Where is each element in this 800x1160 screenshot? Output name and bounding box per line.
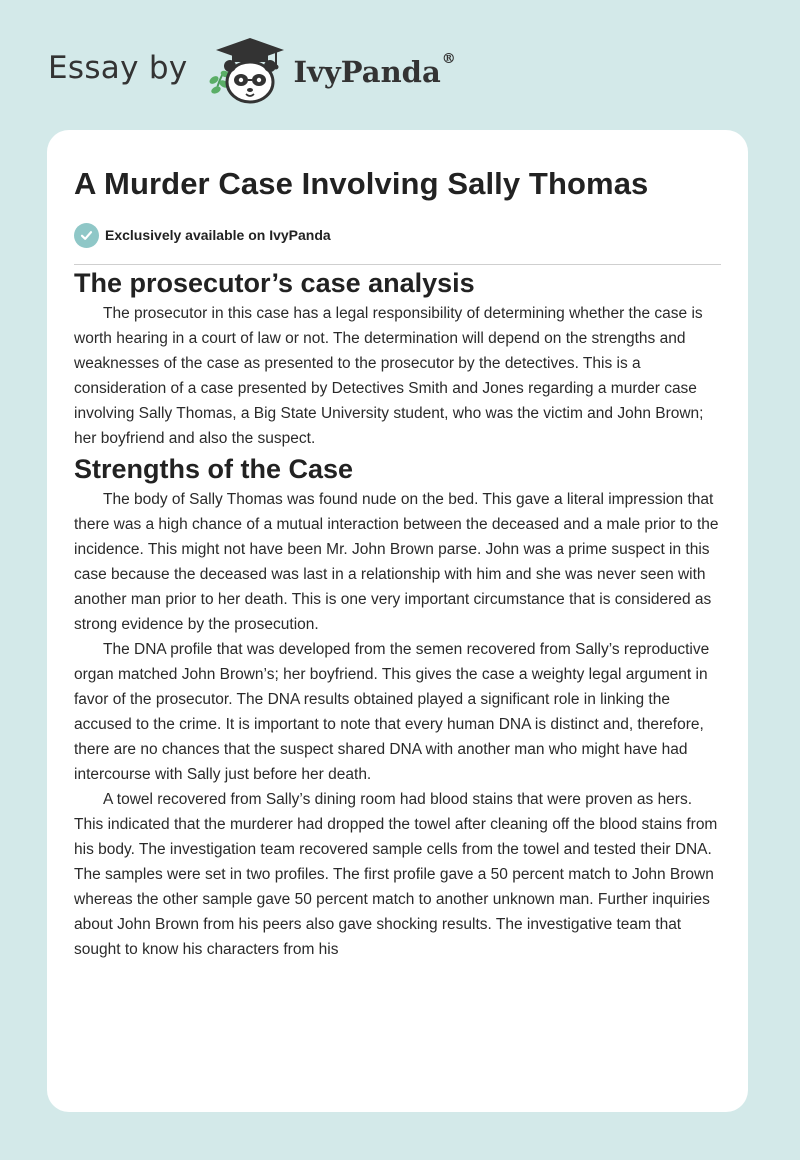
paragraph: The prosecutor in this case has a legal responsibility of determining whether the case is worth hearing in a court of law or not. The determination will depend on the strengths and weaknesses of the case as presented to the prosecutor by the detectives. This is a consideration of a case presented by Detectives Smith and Jones regarding a murder case involving Sally Thomas, a Big State University student, who was the victim and John Brown; her boyfriend and also the suspect. [74,305,704,447]
panda-graduate-logo-icon [202,34,292,106]
section-heading-strengths: Strengths of the Case [74,454,354,484]
paragraph: A towel recovered from Sally’s dining room had blood stains that were proven as hers. This indicated that the murderer had dropped the towel after cleaning off the blood stains from his body. The investigation team recovered sample cells from the towel and tested their DNA. The samples were set in two profiles. The first profile gave a 50 percent match to John Brown whereas the other sample gave 50 percent match to another unknown man. Further inquiries about John Brown from his peers also gave shocking results. The investigative team that sought to know his characters from his [74,791,718,958]
brand-name-text: IvyPanda [293,55,441,89]
exclusive-label: Exclusively available on IvyPanda [105,227,331,243]
brand-header [48,34,456,106]
section-heading-prosecutor-analysis: The prosecutor’s case analysis [74,268,475,298]
essay-card [47,130,748,1112]
check-circle-icon [74,223,99,248]
paragraph: The body of Sally Thomas was found nude on the bed. This gave a literal impression that there was a high chance of a mutual interaction between the deceased and a male prior to the incidence. This might not have been Mr. John Brown parse. John was a prime suspect in this case because the deceased was last in a relationship with him and she was never seen with another man prior to her death. This is one very important circumstance that is considered as strong evidence by the prosecution. [74,491,719,633]
registered-mark: ® [441,51,456,67]
brand-name [293,51,456,89]
brand-prefix: Essay by [48,50,188,86]
page-title: A Murder Case Involving Sally Thomas [74,166,649,201]
exclusive-badge [74,222,721,248]
paragraph: The DNA profile that was developed from the semen recovered from Sally’s reproductive organ matched John Brown’s; her boyfriend. This gives the case a weighty legal argument in favor of the prosecutor. The DNA results obtained played a significant role in linking the accused to the crime. It is important to note that every human DNA is distinct and, therefore, there are no chances that the suspect shared DNA with another man who might have had intercourse with Sally just before her death. [74,641,710,783]
